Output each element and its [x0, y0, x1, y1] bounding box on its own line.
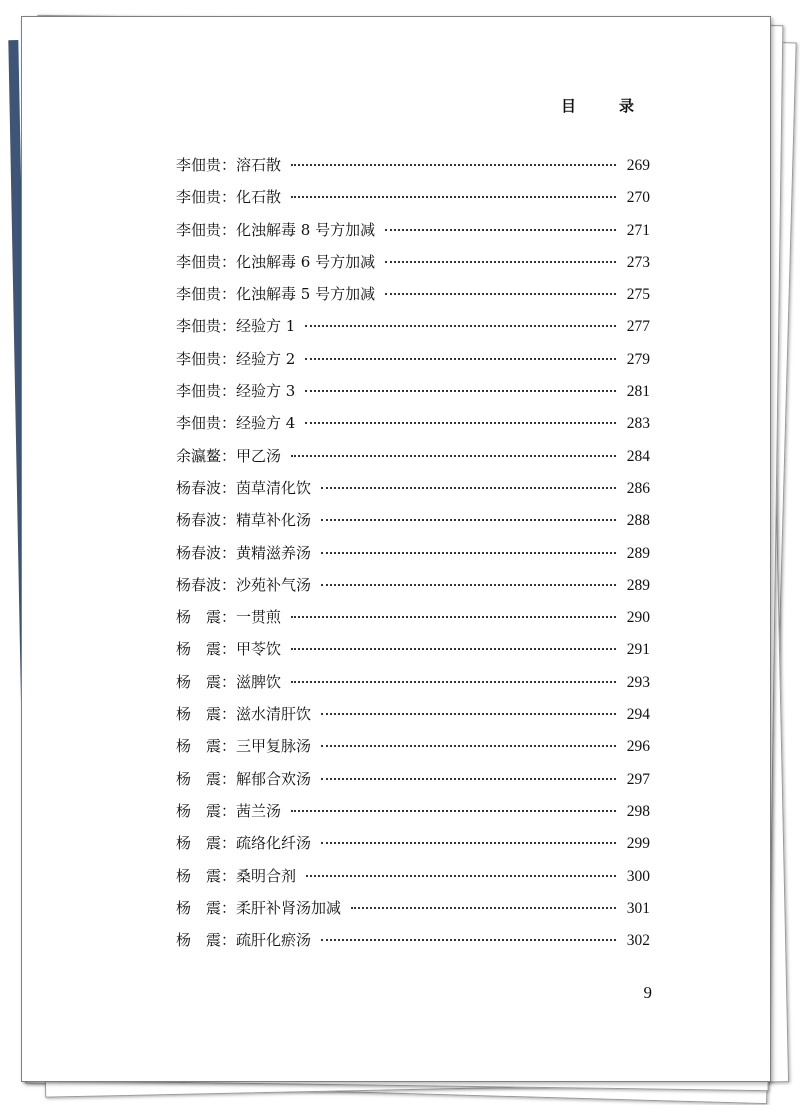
toc-entry-author: 杨 震：: [176, 672, 237, 691]
toc-entry[interactable]: [176, 219, 650, 251]
toc-entry-author: 李佃贵：: [176, 252, 237, 271]
toc-entry-title: 甲乙汤: [236, 446, 282, 465]
toc-dot-leader: [291, 681, 616, 683]
toc-dot-leader: [291, 164, 616, 166]
toc-entry-author: 杨 震：: [176, 608, 237, 627]
toc-entry-title: 经验方 4: [236, 414, 296, 433]
toc-dot-leader: [291, 196, 616, 198]
toc-entry-page: 300: [626, 867, 650, 885]
toc-dot-leader: [291, 648, 616, 650]
toc-dot-leader: [305, 390, 616, 392]
toc-entry-page: 294: [626, 706, 650, 724]
toc-entry-author: 杨 震：: [176, 640, 237, 659]
toc-entry-title: 滋脾饮: [236, 672, 282, 691]
toc-entry[interactable]: [176, 735, 650, 767]
toc-entry-page: 279: [626, 350, 650, 368]
toc-entry-title: 经验方 2: [236, 349, 296, 368]
toc-dot-leader: [351, 907, 616, 909]
toc-entry-title: 柔肝补肾汤加减: [236, 898, 342, 917]
toc-dot-leader: [321, 552, 616, 554]
toc-entry[interactable]: [176, 283, 650, 315]
toc-entry-page: 296: [626, 738, 650, 756]
toc-dot-leader: [305, 358, 616, 360]
toc-entry-author: 李佃贵：: [176, 188, 237, 207]
toc-entry[interactable]: [176, 542, 650, 574]
toc-entry-title: 黄精滋养汤: [236, 543, 312, 562]
toc-entry-author: 李佃贵：: [176, 220, 237, 239]
toc-entry[interactable]: [176, 638, 650, 670]
toc-entry[interactable]: [176, 574, 650, 606]
toc-entry-author: 李佃贵：: [176, 349, 237, 368]
toc-entry-page: 288: [626, 512, 650, 530]
toc-entry-author: 李佃贵：: [176, 285, 237, 304]
toc-entry-page: 283: [626, 415, 650, 433]
toc-entry[interactable]: [176, 768, 650, 800]
toc-dot-leader: [385, 261, 616, 263]
toc-entry-title: 茵草清化饮: [236, 478, 312, 497]
toc-entry-author: 杨 震：: [176, 705, 237, 724]
toc-entry-title: 精草补化汤: [236, 511, 312, 530]
toc-entry[interactable]: [176, 800, 650, 832]
toc-entry-author: 李佃贵：: [176, 317, 237, 336]
toc-entry-author: 杨 震：: [176, 866, 237, 885]
toc-entry-author: 李佃贵：: [176, 156, 237, 174]
toc-entry[interactable]: [176, 606, 650, 638]
toc-entry-page: 270: [626, 189, 650, 207]
toc-entry-page: 291: [626, 641, 650, 659]
toc-entry-author: 杨春波：: [176, 478, 237, 497]
toc-entry-author: 李佃贵：: [176, 382, 237, 401]
toc-entry-author: 杨 震：: [176, 834, 237, 853]
toc-entry-title: 化浊解毒 5 号方加减: [236, 285, 376, 304]
toc-entry-page: 277: [626, 318, 650, 336]
toc-entry[interactable]: [176, 154, 650, 186]
toc-entry-title: 经验方 1: [236, 317, 296, 336]
toc-entry-title: 经验方 3: [236, 382, 296, 401]
toc-entry[interactable]: [176, 509, 650, 541]
toc-entry-title: 疏络化纤汤: [236, 834, 312, 853]
toc-entry-title: 化浊解毒 6 号方加减: [236, 252, 376, 271]
toc-entry-page: 289: [626, 576, 650, 594]
running-header: 目 录: [560, 97, 648, 115]
toc-entry[interactable]: [176, 315, 650, 347]
toc-entry-title: 疏肝化瘀汤: [236, 931, 312, 950]
toc-dot-leader: [291, 810, 616, 812]
toc-dot-leader: [321, 584, 616, 586]
toc-dot-leader: [321, 519, 616, 521]
toc-entry[interactable]: [176, 251, 650, 283]
toc-entry-author: 杨春波：: [176, 543, 237, 562]
toc-entry[interactable]: [176, 186, 650, 218]
toc-dot-leader: [305, 422, 616, 424]
toc-entry-page: 271: [626, 221, 650, 239]
toc-entry[interactable]: [176, 380, 650, 412]
toc-entry-author: 李佃贵：: [176, 414, 237, 433]
toc-entry-page: 297: [626, 770, 650, 788]
toc-entry-page: 293: [626, 673, 650, 691]
toc-entry[interactable]: [176, 477, 650, 509]
toc-entry-title: 滋水清肝饮: [236, 705, 312, 724]
toc-dot-leader: [385, 229, 616, 231]
toc-entry-page: 273: [626, 253, 650, 271]
toc-entry-title: 化浊解毒 8 号方加减: [236, 220, 376, 239]
toc-dot-leader: [321, 778, 616, 780]
toc-entry-page: 290: [626, 609, 650, 627]
toc-entry[interactable]: [176, 865, 650, 897]
toc-entry[interactable]: [176, 671, 650, 703]
toc-entry-title: 化石散: [236, 188, 282, 207]
toc-entry-page: 301: [626, 899, 650, 917]
toc-entry[interactable]: [176, 348, 650, 380]
toc-entry[interactable]: [176, 832, 650, 864]
toc-entry-page: 299: [626, 835, 650, 853]
toc-entry[interactable]: [176, 703, 650, 735]
toc-entry[interactable]: [176, 929, 650, 961]
table-of-contents: [176, 154, 650, 961]
toc-entry-author: 杨 震：: [176, 898, 237, 917]
toc-entry[interactable]: [176, 412, 650, 444]
page-number: 9: [643, 983, 652, 1002]
toc-entry-title: 桑明合剂: [236, 866, 297, 885]
toc-entry-page: 281: [626, 383, 650, 401]
toc-entry-title: 三甲复脉汤: [236, 737, 312, 756]
toc-entry-page: 302: [626, 932, 650, 950]
toc-entry-author: 余瀛鳌：: [176, 446, 237, 465]
toc-entry-page: 289: [626, 544, 650, 562]
toc-entry[interactable]: [176, 897, 650, 929]
toc-entry-page: 275: [626, 286, 650, 304]
toc-dot-leader: [321, 713, 616, 715]
toc-dot-leader: [321, 842, 616, 844]
toc-entry[interactable]: [176, 445, 650, 477]
toc-dot-leader: [321, 487, 616, 489]
toc-entry-title: 一贯煎: [236, 608, 282, 627]
toc-entry-author: 杨 震：: [176, 737, 237, 756]
toc-dot-leader: [291, 455, 616, 457]
toc-dot-leader: [321, 745, 616, 747]
toc-entry-title: 溶石散: [236, 156, 282, 174]
toc-entry-page: 286: [626, 479, 650, 497]
toc-entry-page: 284: [626, 447, 650, 465]
toc-dot-leader: [321, 939, 616, 941]
toc-dot-leader: [305, 325, 616, 327]
toc-dot-leader: [291, 616, 616, 618]
book-page: [21, 16, 771, 1082]
toc-entry-author: 杨春波：: [176, 575, 237, 594]
toc-entry-title: 解郁合欢汤: [236, 769, 312, 788]
toc-entry-title: 茜兰汤: [236, 801, 282, 820]
toc-dot-leader: [385, 293, 616, 295]
toc-entry-title: 沙苑补气汤: [236, 575, 312, 594]
toc-entry-author: 杨春波：: [176, 511, 237, 530]
toc-entry-author: 杨 震：: [176, 769, 237, 788]
toc-entry-page: 298: [626, 802, 650, 820]
toc-entry-author: 杨 震：: [176, 931, 237, 950]
toc-dot-leader: [306, 875, 616, 877]
toc-entry-author: 杨 震：: [176, 801, 237, 820]
toc-entry-page: 269: [626, 157, 650, 174]
toc-entry-title: 甲苓饮: [236, 640, 282, 659]
